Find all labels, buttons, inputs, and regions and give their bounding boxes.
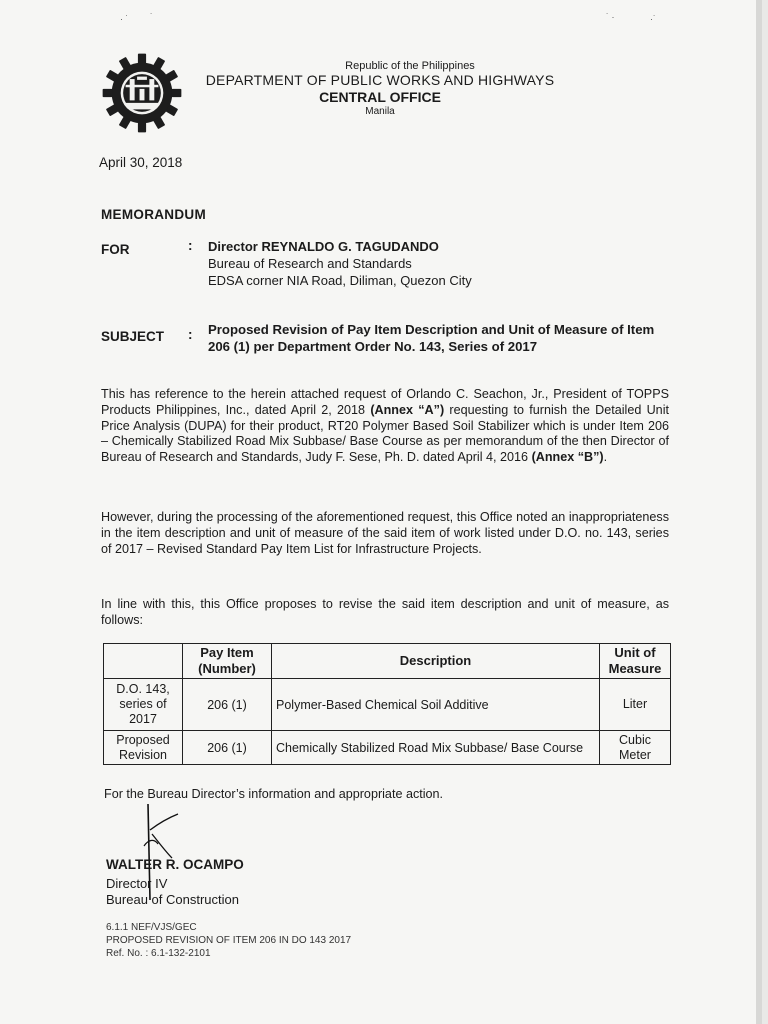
paragraph-text: . (603, 450, 608, 465)
scan-speck: ˙ · (606, 12, 615, 22)
table-header-blank (104, 644, 183, 679)
republic-line: Republic of the Philippines (345, 60, 475, 72)
memo-date: April 30, 2018 (99, 155, 183, 170)
signatory-bureau: Bureau of Construction (106, 892, 239, 907)
for-label: FOR (101, 242, 130, 257)
row-description: Polymer-Based Chemical Soil Additive (272, 679, 600, 731)
letterhead (200, 60, 560, 117)
reference-footer (106, 921, 351, 960)
recipient-address: EDSA corner NIA Road, Diliman, Quezon City (208, 273, 472, 288)
row-pay-item: 206 (1) (183, 731, 272, 765)
signatory-name: WALTER R. OCAMPO (106, 857, 244, 872)
table-header-pay-item: Pay Item (Number) (183, 644, 272, 679)
annex-a-reference: (Annex “A”) (370, 402, 445, 417)
row-unit: Liter (600, 679, 671, 731)
signatory-title: Director IV (106, 876, 168, 891)
paragraph-reference (101, 387, 669, 466)
paragraph-proposal: In line with this, this Office proposes to revise the said item description and unit of measure, as follows: (101, 597, 669, 627)
table-header-row (104, 644, 671, 679)
scan-speck: ·˙ (650, 14, 656, 24)
for-colon: : (188, 238, 193, 253)
row-label: Proposed Revision (104, 731, 183, 765)
table-header-description: Description (272, 644, 600, 679)
paragraph-text: This has reference to the herein attached request of Orlando C. Seachon, Jr., President of TOPPS Products Philippines, Inc., dated April 2, 2018 (101, 387, 669, 417)
paragraph-observation: However, during the processing of the aforementioned request, this Office noted an inappropriateness in the item description and unit of measure of the said item of work listed under D.O. no. 143, series of 2017 – Revised Standard Pay Item List for Infrastructure Projects. (101, 510, 669, 556)
memo-heading: MEMORANDUM (101, 207, 206, 222)
department-name: DEPARTMENT OF PUBLIC WORKS AND HIGHWAYS (205, 72, 555, 88)
footer-file-title: PROPOSED REVISION OF ITEM 206 IN DO 143 2017 (106, 935, 352, 946)
row-unit: Cubic Meter (600, 731, 671, 765)
office-name: CENTRAL OFFICE (319, 89, 441, 105)
recipient-bureau: Bureau of Research and Standards (208, 256, 412, 271)
footer-initials: 6.1.1 NEF/VJS/GEC (106, 922, 197, 933)
table-row (104, 731, 671, 765)
subject-colon: : (188, 327, 193, 342)
row-pay-item: 206 (1) (183, 679, 272, 731)
table-row (104, 679, 671, 731)
row-description: Chemically Stabilized Road Mix Subbase/ Base Course (272, 731, 600, 765)
footer-ref-number: Ref. No. : 6.1-132-2101 (106, 948, 211, 959)
subject-text: Proposed Revision of Pay Item Description and Unit of Measure of Item 206 (1) per Department Order No. 143, Series of 2017 (208, 322, 655, 354)
annex-b-reference: (Annex “B”) (531, 450, 604, 465)
row-label: D.O. 143, series of 2017 (104, 679, 183, 731)
recipient-name: Director REYNALDO G. TAGUDANDO (208, 239, 439, 254)
table-header-unit: Unit of Measure (600, 644, 671, 679)
paragraph-text: requesting to furnish the Detailed Unit Price Analysis (DUPA) for their product, RT20 Polymer Based Soil Stabilizer which is under Item 206 – Chemically Stabilized Road Mix Subbase/ Base Course as per memorandum of the then Director of Bureau of Research and Standards, Judy F. Sese, Ph. D. dated April 4, 2016 (101, 402, 669, 465)
dpwh-seal-logo (101, 52, 183, 134)
subject-label: SUBJECT (101, 329, 165, 344)
closing-line: For the Bureau Director’s information and appropriate action. (104, 787, 444, 801)
scan-speck: ˙ (150, 12, 153, 22)
office-city: Manila (365, 106, 395, 117)
scan-speck: · ˙ (120, 14, 129, 24)
scan-edge (756, 0, 762, 1024)
pay-item-table (103, 643, 671, 765)
recipient-block (208, 238, 472, 289)
